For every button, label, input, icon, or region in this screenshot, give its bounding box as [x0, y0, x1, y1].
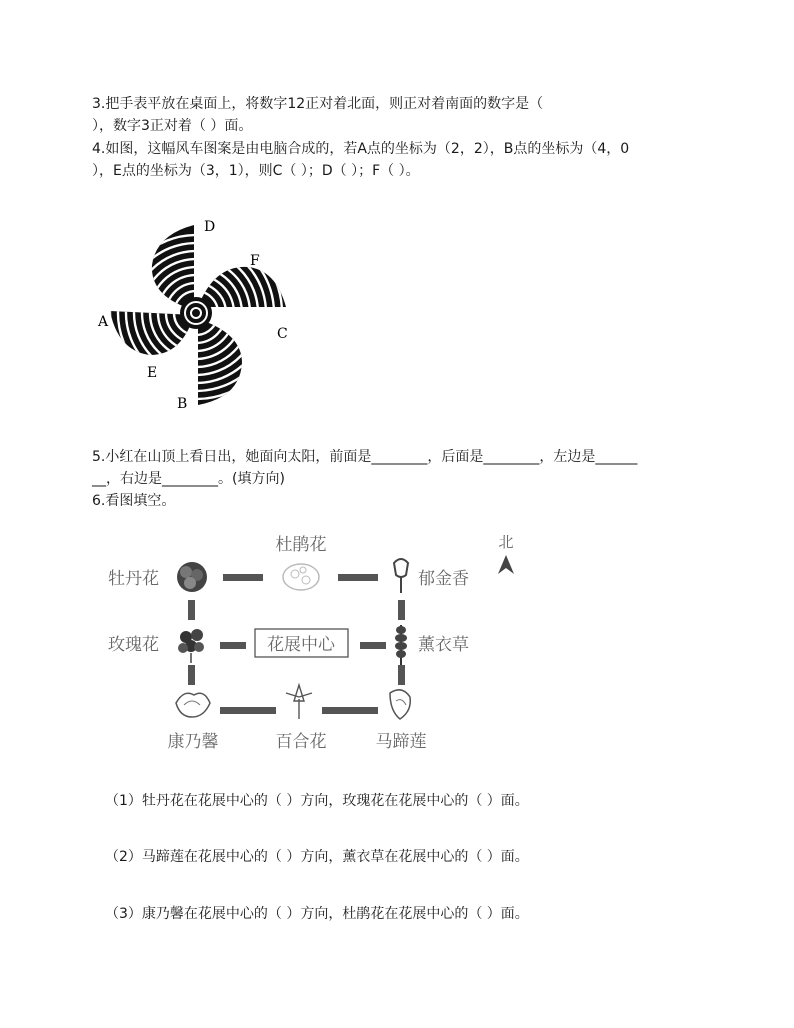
label-rose: 玫瑰花: [108, 635, 159, 655]
rose-icon: [178, 629, 204, 663]
label-lily: 百合花: [275, 732, 327, 752]
q5-line2: __，右边是________。(填方向): [92, 471, 285, 487]
point-label-a: A: [98, 314, 109, 330]
q3-line2: ），数字3正对着（ ）面。: [92, 118, 253, 134]
tulip-icon: [394, 559, 408, 593]
label-lavender: 薰衣草: [418, 635, 469, 655]
north-label: 北: [498, 533, 514, 551]
lily-icon: [286, 685, 312, 719]
azalea-icon: [283, 564, 319, 590]
q5-line1: 5.小红在山顶上看日出，她面向太阳，前面是________，后面是________，左边是______: [92, 449, 638, 465]
label-calla-lily: 马蹄莲: [375, 732, 427, 752]
label-peony: 牡丹花: [108, 569, 159, 589]
q4-line1: 4.如图，这幅风车图案是由电脑合成的，若A点的坐标为（2，2），B点的坐标为（4，0: [92, 141, 630, 157]
label-carnation: 康乃馨: [167, 732, 219, 752]
q6-sub2: （2）马蹄莲在花展中心的（ ）方向，薰衣草在花展中心的（ ）面。: [105, 849, 529, 865]
center-label: 花展中心: [267, 635, 335, 655]
windmill-figure: [90, 215, 310, 415]
point-label-b: B: [177, 396, 188, 412]
q6-sub1: （1）牡丹花在花展中心的（ ）方向，玫瑰花在花展中心的（ ）面。: [105, 793, 529, 809]
point-label-e: E: [147, 365, 158, 381]
windmill-hub: [180, 297, 212, 329]
label-azalea: 杜鹃花: [275, 535, 327, 555]
peony-icon: [177, 562, 207, 592]
label-tulip: 郁金香: [418, 569, 469, 589]
calla-lily-icon: [390, 690, 410, 719]
q4-line2: ），E点的坐标为（3，1），则C（ ）；D（ ）；F（ ）。: [92, 163, 420, 179]
point-label-d: D: [204, 219, 216, 235]
q6-title: 6.看图填空。: [92, 493, 176, 509]
carnation-icon: [176, 693, 210, 717]
point-label-c: C: [277, 326, 288, 342]
lavender-icon: [395, 625, 407, 665]
flower-show-map: [100, 525, 520, 760]
north-arrow-icon: [498, 555, 514, 574]
q6-sub3: （3）康乃馨在花展中心的（ ）方向，杜鹃花在花展中心的（ ）面。: [105, 906, 529, 922]
point-label-f: F: [250, 253, 260, 269]
q3-line1: 3.把手表平放在桌面上，将数字12正对着北面，则正对着南面的数字是（: [92, 96, 544, 112]
